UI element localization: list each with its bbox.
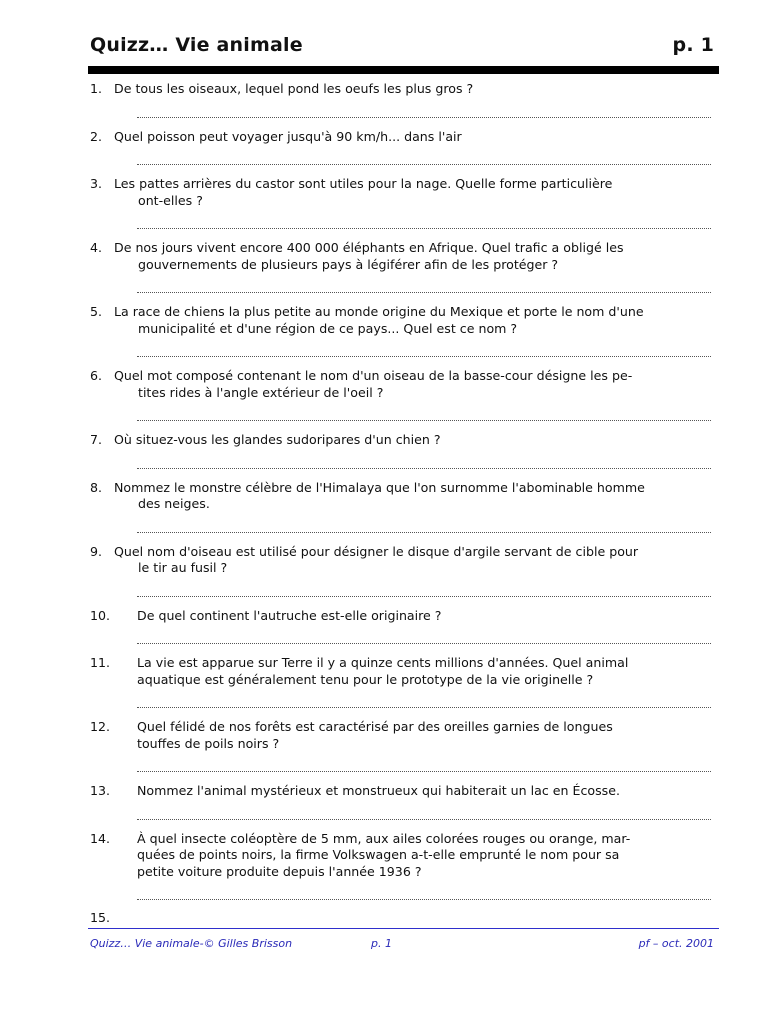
- question-item: [90, 655, 714, 708]
- question-text-continued: ont-elles ?: [138, 192, 203, 208]
- question-text: De tous les oiseaux, lequel pond les oeufs les plus gros ?: [114, 81, 474, 96]
- question-item: [90, 719, 714, 772]
- question-item: [90, 910, 714, 927]
- page-footer: [90, 937, 714, 953]
- question-list: [90, 81, 714, 927]
- answer-line[interactable]: [137, 887, 711, 900]
- answer-line[interactable]: [137, 152, 711, 165]
- question-number: 3.: [90, 176, 103, 191]
- question-text: De nos jours vivent encore 400 000 éléphants en Afrique. Quel trafic a obligé les: [114, 240, 624, 255]
- question-number: 10.: [90, 607, 111, 623]
- question-item: [90, 608, 714, 645]
- answer-line[interactable]: [137, 631, 711, 644]
- answer-line[interactable]: [137, 280, 711, 293]
- question-number: 7.: [90, 432, 103, 447]
- question-text: De quel continent l'autruche est-elle originaire ?: [137, 607, 442, 623]
- question-item: [90, 368, 714, 421]
- question-text-continued: tites rides à l'angle extérieur de l'oeil ?: [138, 384, 384, 400]
- page-number: p. 1: [672, 34, 714, 56]
- question-item: [90, 176, 714, 229]
- question-item: [90, 432, 714, 469]
- question-item: [90, 240, 714, 293]
- question-number: 8.: [90, 479, 103, 495]
- footer-credit: Quizz… Vie animale-© Gilles Brisson: [90, 937, 293, 950]
- question-text-continued: petite voiture produite depuis l'année 1936 ?: [137, 863, 422, 879]
- question-number: 1.: [90, 81, 103, 96]
- question-text: Où situez-vous les glandes sudoripares d'un chien ?: [114, 432, 441, 447]
- question-text-continued: touffes de poils noirs ?: [137, 735, 280, 751]
- question-number: 5.: [90, 304, 103, 319]
- question-text: Quel félidé de nos forêts est caractérisé par des oreilles garnies de longues: [137, 719, 613, 734]
- answer-line[interactable]: [137, 695, 711, 708]
- question-item: [90, 81, 714, 118]
- question-text: [137, 910, 714, 927]
- question-text-continued: aquatique est généralement tenu pour le prototype de la vie originelle ?: [137, 671, 594, 687]
- question-item: [90, 544, 714, 597]
- question-text-continued: municipalité et d'une région de ce pays... Quel est ce nom ?: [138, 320, 518, 336]
- question-text: La vie est apparue sur Terre il y a quinze cents millions d'années. Quel animal: [137, 655, 629, 670]
- answer-line[interactable]: [137, 456, 711, 469]
- question-number: 15.: [90, 910, 111, 925]
- question-number: 4.: [90, 240, 103, 255]
- question-number: 2.: [90, 128, 103, 144]
- answer-line[interactable]: [137, 408, 711, 421]
- question-text-continued: quées de points noirs, la firme Volkswagen a-t-elle emprunté le nom pour sa: [137, 847, 620, 862]
- header-rule: [88, 66, 719, 74]
- question-item: [90, 129, 714, 166]
- question-text: À quel insecte coléoptère de 5 mm, aux ailes colorées rouges ou orange, mar-: [137, 830, 631, 846]
- answer-line[interactable]: [137, 584, 711, 597]
- footer-rule: [88, 928, 719, 929]
- question-text-continued: des neiges.: [138, 496, 210, 511]
- answer-line[interactable]: [137, 344, 711, 357]
- answer-line[interactable]: [137, 105, 711, 118]
- footer-date: pf – oct. 2001: [638, 937, 714, 950]
- question-text: La race de chiens la plus petite au monde origine du Mexique et porte le nom d'une: [114, 304, 644, 319]
- question-text: Quel poisson peut voyager jusqu'à 90 km/h... dans l'air: [114, 128, 462, 144]
- question-item: [90, 304, 714, 357]
- footer-page-number: p. 1: [371, 937, 392, 950]
- question-item: [90, 783, 714, 820]
- question-text-continued: gouvernements de plusieurs pays à légiférer afin de les protéger ?: [138, 256, 559, 272]
- page-title: Quizz… Vie animale: [90, 34, 303, 56]
- answer-line[interactable]: [137, 520, 711, 533]
- question-number: 14.: [90, 830, 111, 846]
- question-text: Quel mot composé contenant le nom d'un oiseau de la basse-cour désigne les pe-: [114, 368, 633, 383]
- question-number: 12.: [90, 719, 111, 734]
- question-text-continued: le tir au fusil ?: [138, 560, 228, 575]
- question-item: [90, 480, 714, 533]
- question-item: [90, 831, 714, 901]
- question-number: 13.: [90, 783, 111, 798]
- question-number: 6.: [90, 368, 103, 383]
- question-number: 9.: [90, 543, 103, 559]
- question-number: 11.: [90, 655, 111, 670]
- question-text: Quel nom d'oiseau est utilisé pour désigner le disque d'argile servant de cible pour: [114, 543, 639, 559]
- question-text: Nommez le monstre célèbre de l'Himalaya que l'on surnomme l'abominable homme: [114, 479, 645, 495]
- question-text: Les pattes arrières du castor sont utiles pour la nage. Quelle forme particulière: [114, 176, 613, 191]
- answer-line[interactable]: [137, 759, 711, 772]
- page-header: [90, 34, 714, 56]
- answer-line[interactable]: [137, 807, 711, 820]
- answer-line[interactable]: [137, 216, 711, 229]
- question-text: Nommez l'animal mystérieux et monstrueux qui habiterait un lac en Écosse.: [137, 783, 620, 798]
